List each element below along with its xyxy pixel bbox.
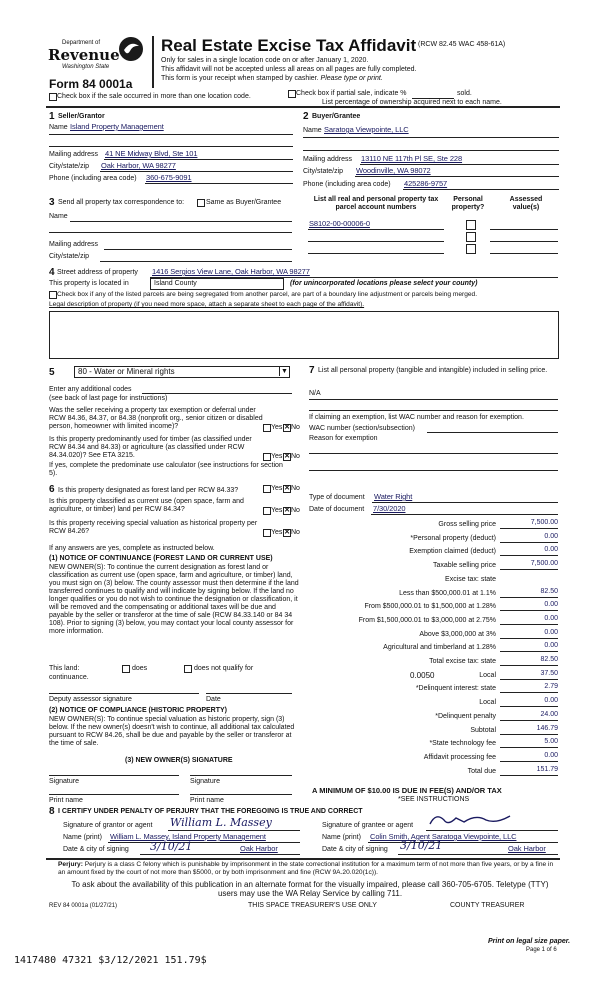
tax-row-value[interactable]: 0.00 — [544, 615, 558, 622]
buyer-phone[interactable]: 425286-9757 — [404, 179, 448, 188]
segregated-checkbox[interactable] — [49, 291, 57, 299]
tax-row-label: Less than $500,000.01 at 1.1% — [399, 590, 496, 597]
s2-num: 2 — [303, 111, 309, 122]
tax-row-value[interactable]: 146.79 — [536, 725, 558, 732]
header-divider — [152, 36, 154, 88]
s5-q1-no: No — [291, 424, 300, 431]
buyer-mail-label: Mailing address — [303, 156, 353, 163]
perjury-text — [58, 861, 558, 877]
partial-sold: sold. — [457, 90, 472, 97]
buyer-name[interactable]: Saratoga Viewpointe, LLC — [324, 125, 409, 134]
assessed-line3 — [490, 253, 558, 254]
segregated-label: Check box if any of the listed parcels are being segregated from another parcel, are part of a boundary line adjustment or parcels being merged. — [57, 291, 478, 298]
multi-location-label: Check box if the sale occurred in more than one location code. — [57, 93, 251, 100]
parcel-col-header: List all real and personal property tax parcel account numbers — [313, 196, 439, 211]
doc-type-line — [372, 502, 558, 503]
county-treasurer: COUNTY TREASURER — [450, 902, 525, 909]
s6-q1-yes-checkbox[interactable] — [263, 485, 271, 493]
seller-blank-line — [49, 146, 293, 147]
owner-print-line1 — [49, 794, 179, 795]
grantor-name[interactable]: William L. Massey, Island Property Management — [110, 832, 266, 841]
this-land-label: This land: — [49, 665, 80, 672]
same-as-buyer-label: Same as Buyer/Grantee — [206, 199, 282, 206]
personal-col-header: Personal property? — [451, 196, 485, 211]
tax-row-line — [500, 624, 558, 625]
tax-row-line — [500, 569, 558, 570]
rev-number: REV 84 0001a (01/27/21) — [49, 903, 118, 909]
tax-row-line — [500, 542, 558, 543]
s6-q2-no: No — [291, 507, 300, 514]
s6-n2-body: NEW OWNER(S): To continue special valuation as historic property, sign (3) below. If the new owner(s) doesn't wish to continue, all additional tax calculated pursuant to RCW 84.26, shall be due and payable by the seller or transferor at the time of sale. — [49, 716, 295, 747]
grantee-name-line — [368, 842, 558, 843]
header-sub3a: This form is your receipt when stamped by cashier. — [161, 75, 319, 82]
buyer-mail[interactable]: 13110 NE 117th Pl SE, Ste 228 — [361, 154, 463, 163]
s6-q2-yes-checkbox[interactable] — [263, 507, 271, 515]
form-rcw: (RCW 82.45 WAC 458-61A) — [418, 41, 506, 48]
s6-q3-no: No — [291, 529, 300, 536]
seller-name-line — [49, 134, 293, 135]
tax-row-line — [500, 775, 558, 776]
seller-name-label: Name — [49, 124, 68, 131]
doc-date-line — [371, 514, 558, 515]
additional-codes-line — [142, 393, 292, 394]
tax-row-value[interactable]: 82.50 — [540, 656, 558, 663]
s3-mail-line — [104, 249, 292, 250]
tax-row-label: *Personal property (deduct) — [410, 535, 496, 542]
s6-q2: Is this property classified as current use (open space, farm and agriculture, or timber) land per RCW 84.34? — [49, 498, 244, 513]
owner-print-label1: Print name — [49, 797, 83, 804]
s6-n1-body: NEW OWNER(S): To continue the current designation as forest land or classification as current use (open space, farm and agriculture, or timber) land, you must sign on (3) below. The county assessor must then determine if the land transferred continues to qualify and will indicate by signing below. If the land no longer qualifies or you do not wish to continue the designation or classification, it will be removed and the compensating or additional taxes will be due and payable by the seller or transferor at the time of sale (RCW 84.33.140 or 84 34 108). Prior to signing (3) below, you may contact your local county assessor for more information. — [49, 564, 299, 635]
tax-row-value[interactable]: 151.79 — [536, 766, 558, 773]
treasurer-use: THIS SPACE TREASURER'S USE ONLY — [248, 902, 377, 909]
dept-revenue: Revenue — [48, 46, 120, 64]
tax-row-line — [500, 706, 558, 707]
tax-row-value[interactable]: 0.00 — [544, 697, 558, 704]
tax-row-line — [500, 665, 558, 666]
deputy-label: Deputy assessor signature — [49, 696, 132, 703]
reason-line2 — [309, 470, 558, 471]
seller-city-line — [100, 171, 293, 172]
tax-row-line — [500, 692, 558, 693]
s6-q1: Is this property designated as forest land per RCW 84.33? — [58, 487, 239, 494]
street-label: Street address of property — [57, 269, 138, 276]
header-sub3b: Please type or print. — [320, 75, 383, 82]
deputy-date-label: Date — [206, 696, 221, 703]
grantee-signature[interactable] — [426, 810, 516, 832]
partial-sale-checkbox[interactable] — [288, 90, 296, 98]
certify-text: I CERTIFY UNDER PENALTY OF PERJURY THAT THE FOREGOING IS TRUE AND CORRECT — [58, 808, 363, 815]
grantee-date[interactable]: 3/10/21 — [400, 839, 443, 852]
tax-row-label: Subtotal — [470, 727, 496, 734]
s6-q3-yes: Yes — [271, 529, 283, 536]
wa-emblem-icon — [118, 36, 144, 62]
buyer-phone-label: Phone (including area code) — [303, 181, 391, 188]
buyer-city[interactable]: Woodinville, WA 98072 — [356, 166, 431, 175]
s6-q1-no: No — [291, 485, 300, 492]
tax-row-value[interactable]: 0.00 — [544, 752, 558, 759]
unincorp-note: (for unincorporated locations please select your county) — [290, 280, 478, 287]
minimum-due: A MINIMUM OF $10.00 IS DUE IN FEE(S) AND/OR TAX — [312, 786, 502, 795]
grantor-sig-line — [168, 830, 300, 831]
s1-num: 1 — [49, 111, 55, 122]
buyer-blank-line — [303, 150, 559, 151]
s6-n2-title: (2) NOTICE OF COMPLIANCE (HISTORIC PROPERTY) — [49, 707, 227, 714]
s5-q1-no-checkbox[interactable]: ✕ — [284, 424, 290, 431]
owner-sig-line2 — [190, 775, 292, 776]
s7-line2 — [309, 410, 558, 411]
tax-row-label: Excise tax: state — [445, 576, 496, 583]
grantor-signature[interactable]: William L. Massey — [170, 816, 272, 829]
tax-row-value[interactable]: 7,500.00 — [530, 560, 558, 567]
seller-phone-line — [145, 183, 293, 184]
header-sub3 — [161, 75, 383, 83]
s6-n3-title: (3) NEW OWNER(S) SIGNATURE — [125, 757, 233, 764]
s7-value[interactable]: N/A — [309, 390, 321, 397]
tax-row-line — [500, 761, 558, 762]
land-use-code-value: 80 - Water or Mineral rights — [78, 367, 175, 376]
perjury-body: Perjury is a class C felony which is punishable by imprisonment in the state correctional institution for a maximum term of not more than five years, or by a fine in an amount fixed by the court of not more than $5000, or by both imprisonment and fine (RCW 9A.20.020(1c)). — [58, 861, 554, 876]
tax-row-line — [500, 734, 558, 735]
parcel-line2 — [308, 241, 444, 242]
tax-row-value[interactable]: 0.00 — [544, 629, 558, 636]
tax-row-line — [500, 610, 558, 611]
personal-checkbox-1[interactable] — [466, 220, 476, 230]
tax-row-line — [500, 747, 558, 748]
perjury-bold: Perjury: — [58, 861, 83, 868]
receipt-stamp: 1417480 47321 $3/12/2021 151.79$ — [14, 955, 207, 966]
exemption-label: If claiming an exemption, list WAC number and reason for exemption. — [309, 414, 524, 421]
tax-row-label: From $500,000.01 to $1,500,000 at 1.28% — [364, 603, 496, 610]
seller-mail[interactable]: 41 NE Midway Blvd, Ste 101 — [105, 149, 198, 158]
header-rule — [46, 106, 560, 108]
tax-row-label: Above $3,000,000 at 3% — [419, 631, 496, 638]
see-back-note: (see back of last page for instructions) — [49, 395, 168, 402]
additional-codes-label: Enter any additional codes — [49, 386, 132, 393]
dor-logo — [48, 36, 148, 76]
s7-text: List all personal property (tangible and intangible) included in selling price. — [318, 367, 548, 374]
grantor-date-line — [140, 854, 300, 855]
seller-mail-line — [104, 159, 293, 160]
seller-phone[interactable]: 360-675-9091 — [146, 173, 192, 182]
tax-row-value[interactable]: 0.00 — [544, 601, 558, 608]
tax-row-value[interactable]: 7,500.00 — [530, 519, 558, 526]
seller-phone-label: Phone (including area code) — [49, 175, 137, 182]
s3-city-line — [100, 261, 292, 262]
grantor-city[interactable]: Oak Harbor — [240, 844, 278, 853]
partial-list-pct: List percentage of ownership acquired next to each name. — [322, 99, 502, 106]
personal-checkbox-3[interactable] — [466, 244, 476, 254]
tax-row-value[interactable]: 2.79 — [544, 683, 558, 690]
personal-checkbox-2[interactable] — [466, 232, 476, 242]
s3-name-line — [70, 221, 292, 222]
owner-print-line2 — [190, 794, 292, 795]
owner-print-label2: Print name — [190, 797, 224, 804]
s6-q1-no-checkbox[interactable]: ✕ — [284, 485, 290, 492]
owner-sig-line1 — [49, 775, 179, 776]
s1-heading: Seller/Grantor — [58, 113, 105, 120]
tax-row-value[interactable]: 24.00 — [540, 711, 558, 718]
buyer-city-line — [355, 176, 559, 177]
assessed-line2 — [490, 241, 558, 242]
tax-row-label: Exemption claimed (deduct) — [409, 548, 496, 555]
doc-type[interactable]: Water Right — [374, 492, 413, 501]
tax-row-value[interactable]: 82.50 — [540, 588, 558, 595]
grantor-sig-label: Signature of grantor or agent — [63, 822, 153, 829]
s5-q1-yes: Yes — [271, 424, 283, 431]
tax-row-value[interactable]: 0.00 — [544, 642, 558, 649]
dept-state: Washington State — [62, 64, 110, 70]
tax-row-value[interactable]: 37.50 — [540, 670, 558, 677]
street-address[interactable]: 1416 Sergios View Lane, Oak Harbor, WA 98277 — [152, 267, 310, 276]
s8-num: 8 — [49, 806, 55, 817]
legal-label: Legal description of property (if you need more space, attach a separate sheet to each page of the affidavit). — [49, 301, 365, 308]
page-number: Page 1 of 6 — [526, 947, 557, 953]
grantee-date-label: Date & city of signing — [322, 846, 388, 853]
does-checkbox[interactable] — [122, 665, 130, 673]
does-not-label: does not qualify for — [194, 665, 254, 672]
buyer-city-label: City/state/zip — [303, 168, 344, 175]
s6-q3-no-checkbox[interactable]: ✕ — [284, 529, 290, 536]
county-select[interactable] — [150, 278, 284, 290]
seller-city[interactable]: Oak Harbor, WA 98277 — [101, 161, 176, 170]
wac-line — [427, 432, 558, 433]
tax-row-label: *Delinquent interest: state — [415, 685, 496, 692]
grantee-date-line — [398, 854, 558, 855]
tax-row-label: *Delinquent penalty — [435, 713, 496, 720]
tax-row-label: Local — [479, 672, 496, 679]
tax-row-label: Affidavit processing fee — [423, 754, 496, 761]
seller-name[interactable]: Island Property Management — [70, 122, 164, 131]
seller-city-label: City/state/zip — [49, 163, 90, 170]
tax-row-line — [500, 651, 558, 652]
wac-label: WAC number (section/subsection) — [309, 425, 415, 432]
partial-sale-label: Check box if partial sale, indicate % — [296, 90, 407, 97]
legal-description-box[interactable] — [49, 311, 559, 359]
doc-date-label: Date of document — [309, 506, 365, 513]
land-use-code-select[interactable] — [74, 366, 290, 378]
parcel-line3 — [308, 253, 444, 254]
footer-rule — [46, 858, 560, 860]
s5-q2-no: No — [291, 453, 300, 460]
s5-q2-yes-checkbox[interactable] — [263, 453, 271, 461]
tax-row-value[interactable]: 0.00 — [544, 533, 558, 540]
grantee-sig-label: Signature of grantee or agent — [322, 822, 414, 829]
s6-note: If any answers are yes, complete as instructed below. — [49, 545, 215, 552]
s5-q2-no-checkbox[interactable]: ✕ — [284, 453, 290, 460]
s5-q1: Was the seller receiving a property tax exemption or deferral under RCW 84.36, 84.37, or 84.38 (nonprofit org., senior citizen or disabled person, homeowner with limited income)? — [49, 407, 263, 430]
deputy-line — [49, 693, 199, 694]
reason-label: Reason for exemption — [309, 435, 378, 442]
s6-num: 6 — [49, 484, 55, 495]
local-rate: 0.0050 — [410, 671, 435, 680]
does-label: does — [132, 665, 148, 672]
form-number: Form 84 0001a — [49, 77, 133, 91]
s5-num: 5 — [49, 367, 55, 378]
dept-line1: Department of — [62, 40, 101, 46]
parcel-line1 — [308, 229, 444, 230]
tax-row-label: Local — [479, 699, 496, 706]
does-not-checkbox[interactable] — [184, 665, 192, 673]
s3-name-label: Name — [49, 213, 68, 220]
tax-row-label: Agricultural and timberland at 1.28% — [383, 644, 496, 651]
tax-row-label: Taxable selling price — [432, 562, 496, 569]
header-sub2: This affidavit will not be accepted unless all areas on all pages are fully completed. — [161, 66, 417, 73]
s7-num: 7 — [309, 365, 315, 376]
s6-n1-title: (1) NOTICE OF CONTINUANCE (FOREST LAND OR CURRENT USE) — [49, 555, 273, 562]
tax-row-label: Gross selling price — [438, 521, 496, 528]
assessed-line1 — [490, 229, 558, 230]
s3-mail-label: Mailing address — [49, 241, 99, 248]
tax-row-label: Total excise tax: state — [429, 658, 496, 665]
s6-q2-no-checkbox[interactable]: ✕ — [284, 507, 290, 514]
legal-paper-note: Print on legal size paper. — [488, 938, 571, 945]
buyer-name-line — [303, 137, 559, 138]
tax-row-label: From $1,500,000.01 to $3,000,000 at 2.75% — [358, 617, 496, 624]
s6-q3: Is this property receiving special valuation as historical property per RCW 84.26? — [49, 520, 258, 535]
s3-blank-line1 — [49, 232, 292, 233]
owner-sig-label1: Signature — [49, 778, 79, 785]
buyer-mail-line — [360, 164, 559, 165]
tax-row-line — [500, 638, 558, 639]
form-title: Real Estate Excise Tax Affidavit — [161, 36, 417, 55]
s2-heading: Buyer/Grantee — [312, 113, 361, 120]
chevron-down-icon[interactable]: ▼ — [279, 367, 289, 376]
s6-q3-yes-checkbox[interactable] — [263, 529, 271, 537]
grantee-name-label: Name (print) — [322, 834, 361, 841]
located-label: This property is located in — [49, 280, 129, 287]
reason-line1 — [309, 453, 558, 454]
s5-q1-yes-checkbox[interactable] — [263, 424, 271, 432]
tax-row-label: *State technology fee — [429, 740, 496, 747]
grantee-sig-line — [426, 830, 558, 831]
grantee-name[interactable]: Colin Smith, Agent Saratoga Viewpointe, LLC — [370, 832, 517, 841]
grantee-city[interactable]: Oak Harbor — [508, 844, 546, 853]
same-as-buyer-checkbox[interactable] — [197, 199, 205, 207]
tax-row-label: Total due — [467, 768, 496, 775]
seller-mail-label: Mailing address — [49, 151, 99, 158]
deputy-date-line — [206, 693, 292, 694]
tax-row-line — [500, 528, 558, 529]
accessibility-text: To ask about the availability of this publication in an alternate format for the visually impaired, please call 360-705-6705. Teletype (TTY) users may use the WA Relay Service by calling 711. — [71, 880, 549, 898]
s3-city-label: City/state/zip — [49, 253, 90, 260]
buyer-phone-line — [403, 189, 559, 190]
owner-sig-label2: Signature — [190, 778, 220, 785]
tax-row-line — [500, 720, 558, 721]
grantor-name-line — [108, 842, 300, 843]
doc-type-label: Type of document — [309, 494, 365, 501]
parcel-number[interactable]: S8102-00-00006-0 — [309, 219, 370, 228]
s5-q2-yes: Yes — [271, 453, 283, 460]
s5-q2b: If yes, complete the predominate use calculator (see instructions for section 5). — [49, 462, 283, 477]
county-value: Island County — [154, 280, 197, 287]
grantor-date-label: Date & city of signing — [63, 846, 129, 853]
s3-text: Send all property tax correspondence to: — [58, 199, 185, 206]
continuance-label: continuance. — [49, 674, 89, 681]
tax-row-line — [500, 597, 558, 598]
doc-date[interactable]: 7/30/2020 — [373, 504, 406, 513]
grantor-name-label: Name (print) — [63, 834, 102, 841]
see-instructions: *SEE INSTRUCTIONS — [398, 796, 470, 803]
tax-row-line — [500, 555, 558, 556]
assessed-col-header: Assessed value(s) — [509, 196, 543, 211]
tax-row-line — [500, 679, 558, 680]
header-sub1: Only for sales in a single location code on or after January 1, 2020. — [161, 57, 369, 64]
multi-location-checkbox[interactable] — [49, 93, 57, 101]
s3-num: 3 — [49, 197, 55, 208]
tax-row-value[interactable]: 0.00 — [544, 546, 558, 553]
grantor-date[interactable]: 3/10/21 — [150, 840, 193, 853]
s6-q2-yes: Yes — [271, 507, 283, 514]
s6-q1-yes: Yes — [271, 485, 283, 492]
tax-row-value[interactable]: 5.00 — [544, 738, 558, 745]
buyer-name-label: Name — [303, 127, 322, 134]
s4-num: 4 — [49, 267, 55, 278]
s7-line1 — [309, 399, 558, 400]
s5-q2: Is this property predominantly used for timber (as classified under RCW 84.34 and 84.33) or agriculture (as classified under RCW 84.34.020)? See ETA 3215. — [49, 436, 252, 459]
